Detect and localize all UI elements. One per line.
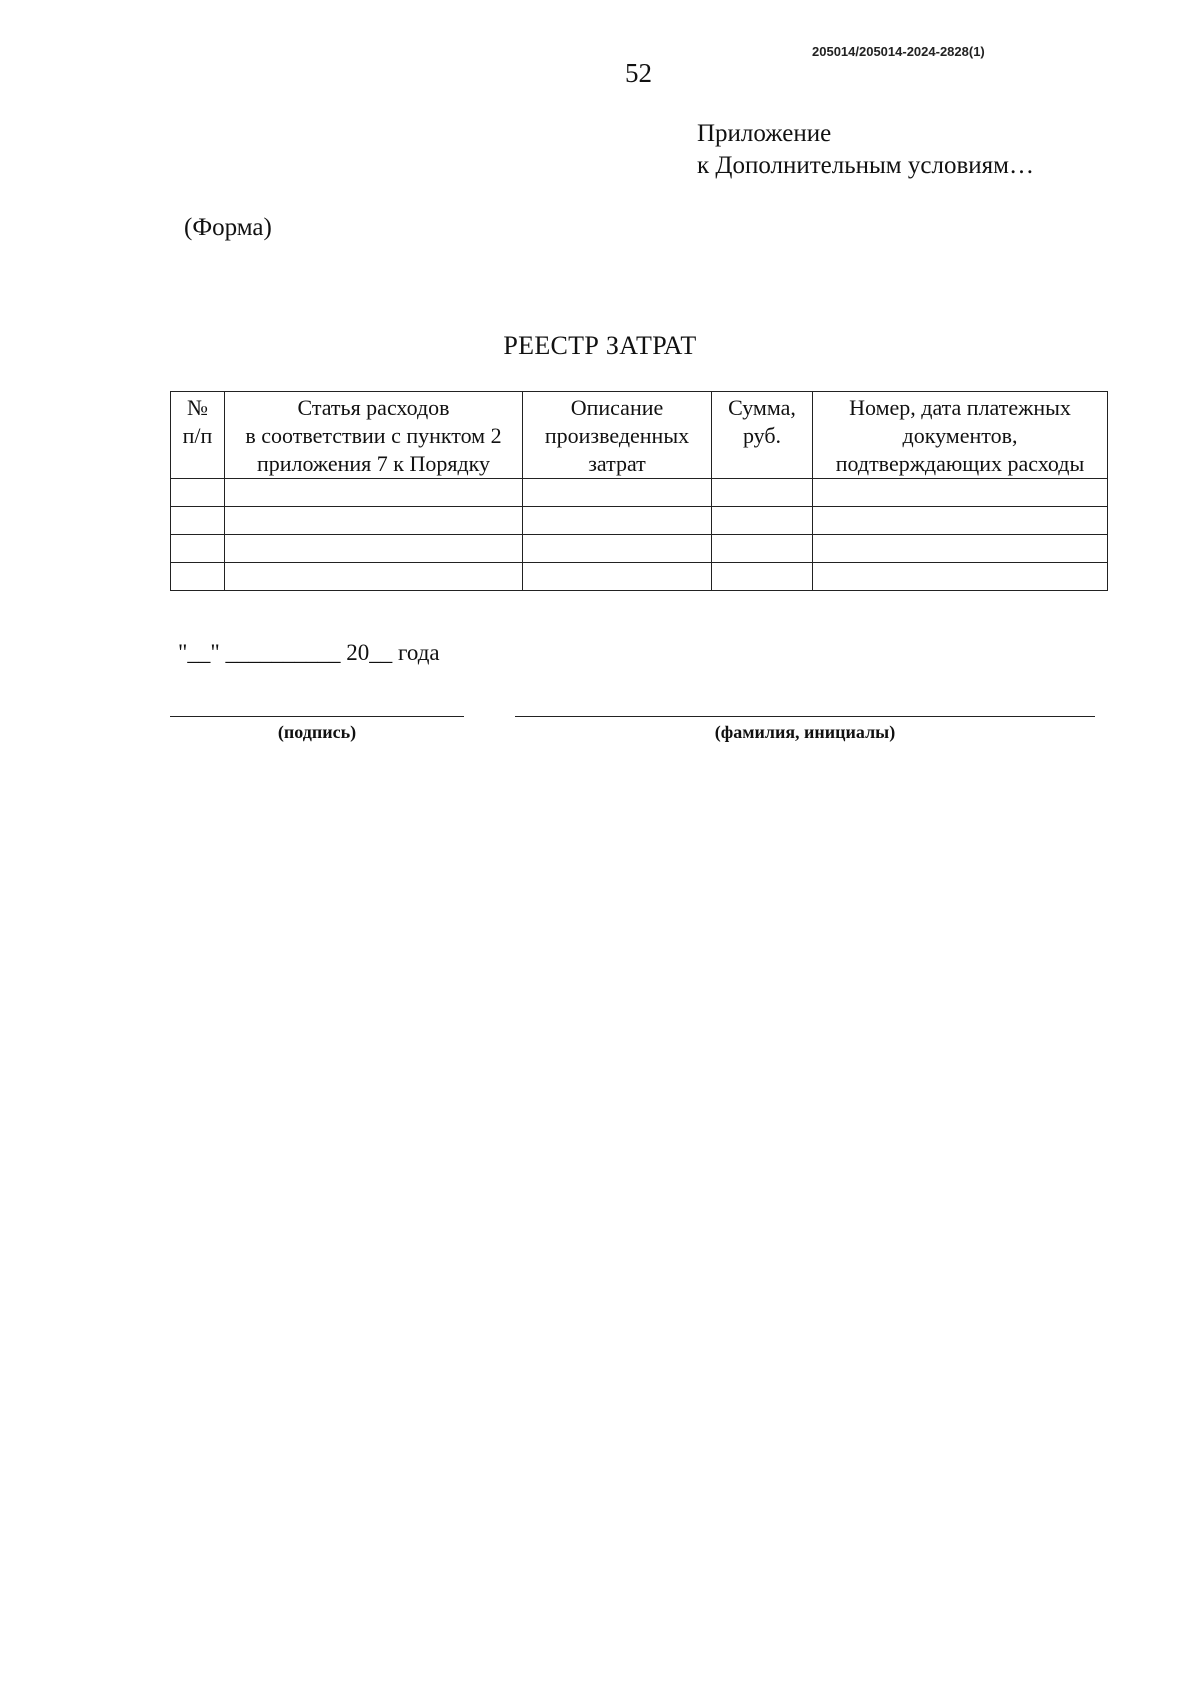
column-header-amount: Сумма, руб. — [712, 392, 813, 479]
table-row — [171, 479, 1108, 507]
table-cell[interactable] — [225, 563, 523, 591]
table-cell[interactable] — [712, 563, 813, 591]
signature-caption: (подпись) — [277, 722, 357, 742]
table-cell[interactable] — [171, 563, 225, 591]
expense-registry-table — [170, 391, 1108, 591]
appendix-line-2: к Дополнительным условиям… — [697, 152, 1034, 179]
table-cell[interactable] — [171, 479, 225, 507]
table-row — [171, 535, 1108, 563]
table-cell[interactable] — [523, 535, 712, 563]
table-cell[interactable] — [813, 535, 1108, 563]
table-cell[interactable] — [171, 507, 225, 535]
document-id: 205014/205014-2024-2828(1) — [812, 44, 985, 59]
signature-line[interactable] — [170, 716, 464, 717]
table-cell[interactable] — [225, 479, 523, 507]
table-cell[interactable] — [712, 507, 813, 535]
document-title: РЕЕСТР ЗАТРАТ — [503, 331, 697, 360]
table-cell[interactable] — [813, 507, 1108, 535]
table-cell[interactable] — [813, 563, 1108, 591]
table-row — [171, 563, 1108, 591]
column-header-description: Описание произведенных затрат — [523, 392, 712, 479]
table-cell[interactable] — [813, 479, 1108, 507]
table-cell[interactable] — [712, 479, 813, 507]
date-line: "__" __________ 20__ года — [178, 640, 440, 665]
table-cell[interactable] — [523, 479, 712, 507]
table-cell[interactable] — [225, 535, 523, 563]
table-header-row — [171, 392, 1108, 479]
table-cell[interactable] — [523, 507, 712, 535]
page-number: 52 — [625, 58, 652, 88]
name-caption: (фамилия, инициалы) — [714, 722, 896, 742]
name-line[interactable] — [515, 716, 1095, 717]
column-header-number: № п/п — [171, 392, 225, 479]
appendix-line-1: Приложение — [697, 120, 832, 147]
table-cell[interactable] — [523, 563, 712, 591]
table-row — [171, 507, 1108, 535]
table-cell[interactable] — [225, 507, 523, 535]
table-cell[interactable] — [712, 535, 813, 563]
column-header-expense-item: Статья расходов в соответствии с пунктом 2 приложения 7 к Порядку — [225, 392, 523, 479]
table-cell[interactable] — [171, 535, 225, 563]
column-header-payment-documents: Номер, дата платежных документов, подтверждающих расходы — [813, 392, 1108, 479]
appendix-reference — [697, 118, 1034, 182]
form-label: (Форма) — [184, 214, 272, 241]
